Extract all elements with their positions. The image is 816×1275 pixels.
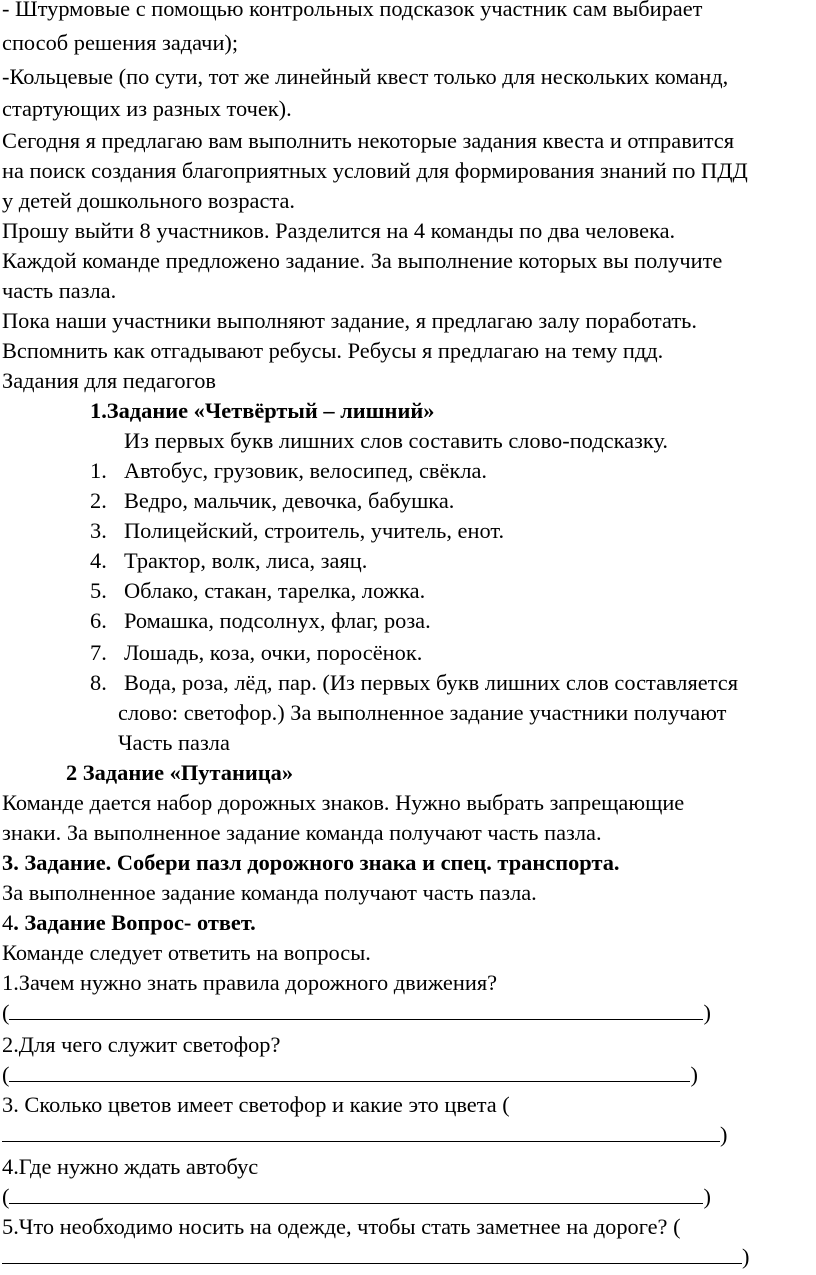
close-paren: ) (720, 1122, 728, 1147)
list-item-continuation: Часть пазла (118, 730, 230, 755)
intro-line-5: Сегодня я предлагаю вам выполнить некоторые задания квеста и отправится (2, 128, 735, 153)
list-item-number: 7. (90, 640, 107, 665)
answer-line-1[interactable] (2, 998, 711, 1027)
open-paren: ( (2, 1000, 10, 1025)
close-paren: ) (703, 1184, 711, 1209)
open-paren: ( (2, 1184, 10, 1209)
question-5: 5.Что необходимо носить на одежде, чтобы стать заметнее на дороге? ( (2, 1214, 681, 1239)
list-item: Облако, стакан, тарелка, ложка. (124, 578, 426, 603)
task3-line-1: За выполненное задание команда получают часть пазла. (2, 880, 537, 905)
list-item-number: 3. (90, 518, 107, 543)
list-item: Автобус, грузовик, велосипед, свёкла. (124, 458, 488, 483)
list-item-number: 8. (90, 670, 107, 695)
intro-line-8: Прошу выйти 8 участников. Разделится на 4 команды по два человека. (2, 218, 676, 243)
answer-line-2[interactable] (2, 1060, 698, 1089)
list-item-number: 4. (90, 548, 107, 573)
task1-heading: 1.Задание «Четвёртый – лишний» (90, 398, 435, 423)
intro-line-11: Пока наши участники выполняют задание, я предлагаю залу поработать. (2, 308, 697, 333)
open-paren: ( (2, 1062, 10, 1087)
list-item-number: 5. (90, 578, 107, 603)
answer-rule (9, 1183, 703, 1204)
task2-line-2: знаки. За выполненное задание команда получают часть пазла. (2, 820, 602, 845)
intro-line-1: - Штурмовые с помощью контрольных подсказок участник сам выбирает (2, 0, 703, 21)
task4-heading-number: 4 (2, 910, 14, 935)
answer-rule (2, 1243, 742, 1264)
intro-line-4: стартующих из разных точек). (2, 96, 292, 121)
intro-line-13: Задания для педагогов (2, 368, 216, 393)
close-paren: ) (690, 1062, 698, 1087)
question-2: 2.Для чего служит светофор? (2, 1032, 281, 1057)
task4-heading (2, 908, 256, 937)
list-item: Полицейский, строитель, учитель, енот. (124, 518, 505, 543)
list-item-number: 6. (90, 608, 107, 633)
answer-line-3[interactable] (2, 1120, 727, 1149)
list-item-continuation: слово: светофор.) За выполненное задание участники получают (118, 700, 727, 725)
answer-rule (9, 999, 703, 1020)
intro-line-10: часть пазла. (2, 278, 117, 303)
task2-heading: 2 Задание «Путаница» (66, 760, 294, 785)
list-item: Трактор, волк, лиса, заяц. (124, 548, 368, 573)
task4-heading-text: . Задание Вопрос- ответ. (13, 910, 256, 935)
intro-line-6: на поиск создания благоприятных условий для формирования знаний по ПДД (2, 158, 748, 183)
list-item: Ромашка, подсолнух, флаг, роза. (124, 608, 431, 633)
intro-line-3: -Кольцевые (по сути, тот же линейный квест только для нескольких команд, (2, 64, 729, 89)
answer-rule (9, 1061, 690, 1082)
question-1: 1.Зачем нужно знать правила дорожного движения? (2, 970, 498, 995)
task1-instruction: Из первых букв лишних слов составить слово-подсказку. (124, 428, 668, 453)
task4-intro: Команде следует ответить на вопросы. (2, 940, 371, 965)
question-3: 3. Сколько цветов имеет светофор и какие это цвета ( (2, 1092, 510, 1117)
answer-rule (2, 1121, 720, 1142)
list-item: Лошадь, коза, очки, поросёнок. (124, 640, 423, 665)
list-item: Ведро, мальчик, девочка, бабушка. (124, 488, 455, 513)
intro-line-7: у детей дошкольного возраста. (2, 188, 296, 213)
list-item: Вода, роза, лёд, пар. (Из первых букв лишних слов составляется (124, 670, 739, 695)
intro-line-2: способ решения задачи); (2, 30, 239, 55)
list-item-number: 2. (90, 488, 107, 513)
task3-heading: 3. Задание. Собери пазл дорожного знака и спец. транспорта. (2, 850, 620, 875)
close-paren: ) (703, 1000, 711, 1025)
answer-line-5[interactable] (2, 1242, 749, 1271)
intro-line-9: Каждой команде предложено задание. За выполнение которых вы получите (2, 248, 723, 273)
question-4: 4.Где нужно ждать автобус (2, 1154, 259, 1179)
close-paren: ) (742, 1244, 750, 1269)
list-item-number: 1. (90, 458, 107, 483)
intro-line-12: Вспомнить как отгадывают ребусы. Ребусы я предлагаю на тему пдд. (2, 338, 664, 363)
task2-line-1: Команде дается набор дорожных знаков. Нужно выбрать запрещающие (2, 790, 685, 815)
answer-line-4[interactable] (2, 1182, 711, 1211)
